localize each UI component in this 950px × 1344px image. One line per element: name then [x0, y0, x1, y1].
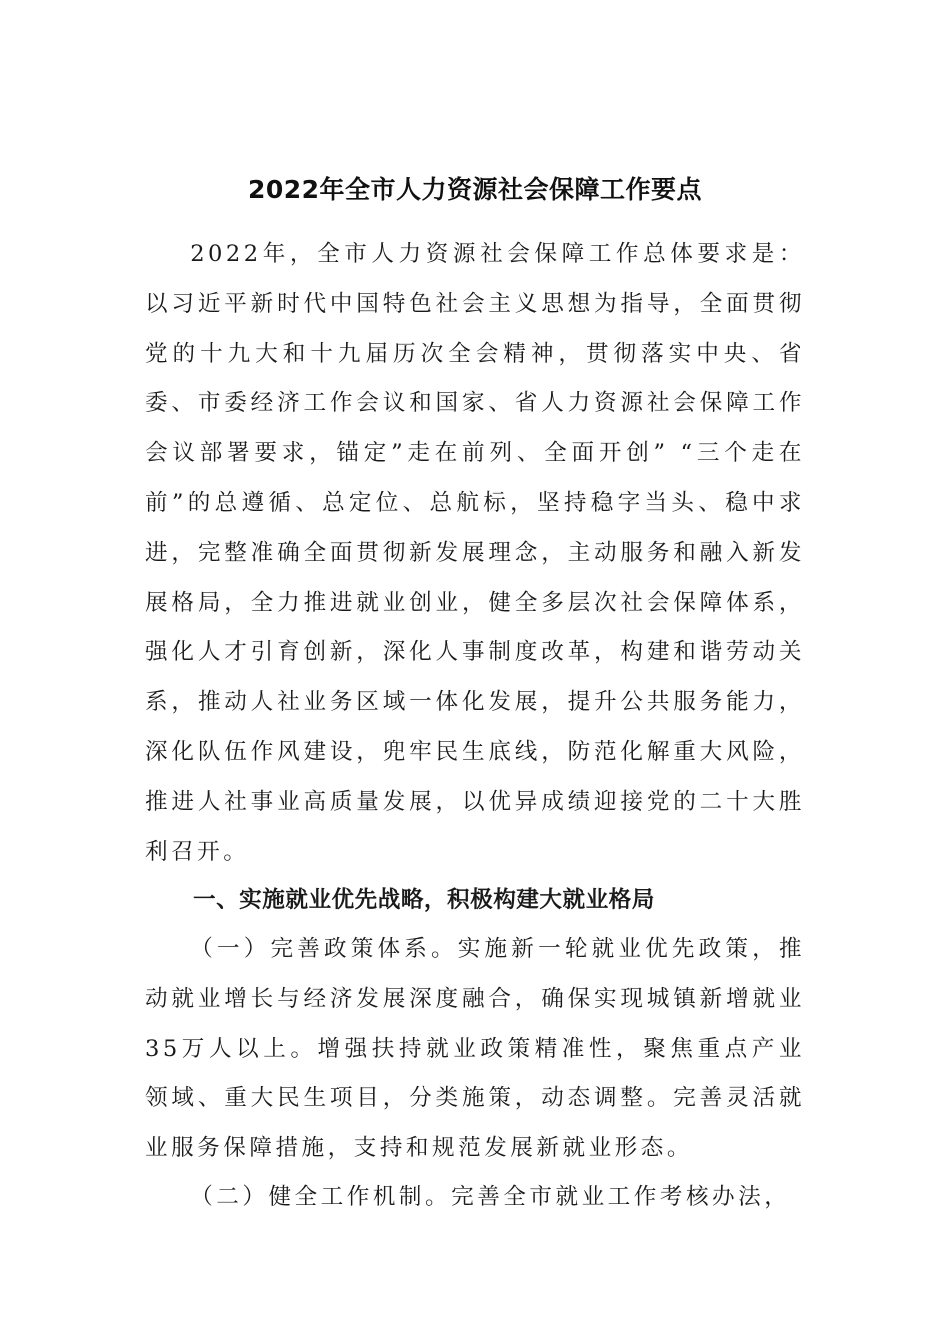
- section-1-heading: 一、实施就业优先战略，积极构建大就业格局: [193, 887, 655, 913]
- item-1-paragraph: （一）完善政策体系。实施新一轮就业优先政策，推动就业增长与经济发展深度融合，确保实现城镇新增就业35万人以上。增强扶持就业政策精准性，聚焦重点产业领域、重大民生项目，分类施策，动态调整。完善灵活就业服务保障措施，支持和规范发展新就业形态。: [145, 936, 805, 1162]
- intro-paragraph: 2022年，全市人力资源社会保障工作总体要求是：以习近平新时代中国特色社会主义思想为指导，全面贯彻党的十九大和十九届历次全会精神，贯彻落实中央、省委、市委经济工作会议和国家、省人力资源社会保障工作会议部署要求，锚定”走在前列、全面开创” “三个走在前”的总遵循、总定位、总航标，坚持稳字当头、稳中求进，完整准确全面贯彻新发展理念，主动服务和融入新发展格局，全力推进就业创业，健全多层次社会保障体系，强化人才引育创新，深化人事制度改革，构建和谐劳动关系，推动人社业务区域一体化发展，提升公共服务能力，深化队伍作风建设，兜牢民生底线，防范化解重大风险，推进人社事业高质量发展，以优异成绩迎接党的二十大胜利召开。: [145, 241, 805, 865]
- item-2-paragraph: （二）健全工作机制。完善全市就业工作考核办法，: [190, 1184, 791, 1210]
- document-title: 2022年全市人力资源社会保障工作要点: [247, 174, 703, 204]
